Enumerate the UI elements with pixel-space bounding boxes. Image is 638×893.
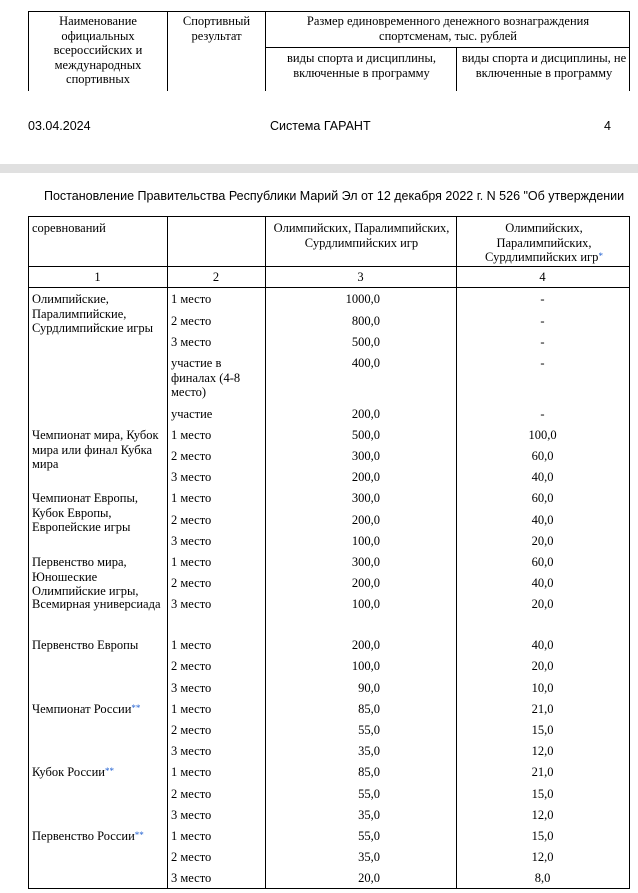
competition-name-text: Чемпионат Европы, Кубок Европы, Европейские игры	[32, 491, 138, 534]
award-included: 85,0	[358, 702, 380, 716]
sport-result: 2 место	[171, 513, 212, 527]
sport-result: 1 место	[171, 638, 212, 652]
award-not-included: 10,0	[531, 681, 554, 695]
award-included: 55,0	[358, 787, 380, 801]
header-border-c3	[456, 47, 457, 91]
award-included: 35,0	[358, 850, 380, 864]
table-border-c1	[167, 216, 168, 889]
competition-name	[32, 829, 162, 844]
competition-name-text: Олимпийские, Паралимпийские, Сурдлимпийские игры	[32, 292, 154, 335]
competition-name-text: Первенство России	[32, 829, 135, 843]
award-included: 500,0	[351, 428, 380, 442]
competition-name	[32, 555, 162, 599]
award-not-included: 12,0	[531, 744, 554, 758]
competition-name	[32, 428, 162, 472]
award-included: 55,0	[358, 829, 380, 843]
header-col1: Наименование официальных всероссийских и международных спортивных	[53, 14, 143, 86]
sport-result: 2 место	[171, 314, 212, 328]
sport-result: 1 место	[171, 702, 212, 716]
competition-name	[32, 491, 162, 535]
award-not-included: 40,0	[531, 576, 554, 590]
cont-header-col1: соревнований	[32, 221, 106, 235]
sport-result: 3 место	[171, 470, 212, 484]
competition-name	[32, 292, 162, 336]
competition-name-text: Первенство мира, Юношеские Олимпийские игры,	[32, 555, 139, 598]
award-included: 200,0	[351, 576, 380, 590]
award-not-included: -	[540, 314, 545, 328]
competition-name-text: Первенство Европы	[32, 638, 139, 652]
sport-result: 1 место	[171, 765, 212, 779]
award-included: 100,0	[351, 597, 380, 611]
sport-result: 3 место	[171, 597, 212, 611]
sport-result: 1 место	[171, 555, 212, 569]
table-border-left	[28, 216, 29, 889]
col-number-2: 2	[212, 270, 220, 284]
sport-result: 3 место	[171, 534, 212, 548]
header-border-left	[28, 11, 29, 91]
header-top-border	[28, 11, 630, 12]
sport-result: участие в финалах (4-8 место)	[171, 356, 241, 399]
competition-name-text: Всемирная универсиада	[32, 597, 161, 611]
award-included: 200,0	[351, 638, 380, 652]
sport-result: 3 место	[171, 871, 212, 885]
award-included: 35,0	[358, 808, 380, 822]
award-not-included: -	[540, 356, 545, 370]
competition-name	[32, 597, 162, 612]
col-number-4: 4	[539, 270, 546, 284]
award-included: 55,0	[358, 723, 380, 737]
award-not-included: 15,0	[531, 829, 554, 843]
award-not-included: 20,0	[531, 534, 554, 548]
sport-result: 1 место	[171, 829, 212, 843]
cont-header-col3: Олимпийских, Паралимпийских, Сурдлимпийских игр	[273, 221, 450, 250]
award-not-included: -	[540, 292, 545, 306]
header-col2: Спортивный результат	[182, 14, 251, 43]
footnote-link-double-star[interactable]: **	[131, 703, 141, 713]
award-included: 100,0	[351, 534, 380, 548]
award-included: 200,0	[351, 513, 380, 527]
cont-header-col4	[459, 221, 629, 265]
header-border-c2	[265, 11, 266, 91]
award-not-included: 21,0	[531, 765, 554, 779]
award-not-included: -	[540, 335, 545, 349]
award-not-included: 40,0	[531, 470, 554, 484]
doc-title-rule	[28, 216, 630, 217]
award-not-included: 40,0	[531, 513, 554, 527]
award-not-included: 60,0	[531, 555, 554, 569]
award-included: 90,0	[358, 681, 380, 695]
footer-page-number: 4	[604, 119, 611, 133]
award-not-included: 12,0	[531, 850, 554, 864]
sport-result: 1 место	[171, 428, 212, 442]
award-included: 300,0	[351, 491, 380, 505]
award-not-included: -	[540, 407, 545, 421]
sport-result: 3 место	[171, 808, 212, 822]
award-included: 400,0	[351, 356, 380, 370]
award-not-included: 60,0	[531, 491, 554, 505]
footnote-link-star[interactable]: *	[598, 251, 603, 261]
sport-result: участие	[171, 407, 213, 421]
col-number-3: 3	[357, 270, 364, 284]
table-border-right	[629, 216, 630, 889]
award-not-included: 21,0	[531, 702, 554, 716]
competition-name	[32, 702, 162, 717]
award-included: 800,0	[351, 314, 380, 328]
sport-result: 3 место	[171, 335, 212, 349]
award-not-included: 15,0	[531, 787, 554, 801]
award-not-included: 12,0	[531, 808, 554, 822]
sport-result: 1 место	[171, 292, 212, 306]
competition-name-text: Чемпионат мира, Кубок мира или финал Кубка мира	[32, 428, 159, 471]
sport-result: 3 место	[171, 681, 212, 695]
footnote-link-double-star[interactable]: **	[104, 766, 114, 776]
table-border-c2	[265, 216, 266, 889]
document-title: Постановление Правительства Республики Марий Эл от 12 декабря 2022 г. N 526 "Об утверждении	[44, 189, 625, 203]
competition-name-text: Кубок России	[32, 765, 105, 779]
cont-header-bottom	[28, 266, 630, 267]
header-col4: виды спорта и дисциплины, не включенные в программу	[461, 51, 627, 80]
sport-result: 3 место	[171, 744, 212, 758]
cont-header-col4-text: Олимпийских, Паралимпийских, Сурдлимпийских игр	[485, 221, 599, 264]
award-not-included: 15,0	[531, 723, 554, 737]
sport-result: 2 место	[171, 576, 212, 590]
header-border-c1	[167, 11, 168, 91]
award-not-included: 60,0	[531, 449, 554, 463]
award-included: 85,0	[358, 765, 380, 779]
award-not-included: 40,0	[531, 638, 554, 652]
sport-result: 2 место	[171, 787, 212, 801]
sport-result: 2 место	[171, 850, 212, 864]
col-number-1: 1	[94, 270, 101, 284]
award-included: 100,0	[351, 659, 380, 673]
header-mid-border	[265, 47, 630, 48]
award-not-included: 100,0	[528, 428, 557, 442]
award-included: 200,0	[351, 470, 380, 484]
sport-result: 2 место	[171, 449, 212, 463]
competition-name	[32, 638, 162, 653]
award-not-included: 20,0	[531, 597, 554, 611]
award-included: 35,0	[358, 744, 380, 758]
award-included: 500,0	[351, 335, 380, 349]
award-included: 20,0	[358, 871, 380, 885]
footer-system: Система ГАРАНТ	[270, 119, 371, 133]
header-border-right	[629, 11, 630, 91]
award-not-included: 8,0	[534, 871, 551, 885]
sport-result: 1 место	[171, 491, 212, 505]
competition-name-text: Чемпионат России	[32, 702, 132, 716]
award-included: 1000,0	[345, 292, 380, 306]
award-included: 200,0	[351, 407, 380, 421]
award-included: 300,0	[351, 555, 380, 569]
col-numbers-bottom	[28, 287, 630, 288]
footnote-link-double-star[interactable]: **	[134, 830, 144, 840]
sport-result: 2 место	[171, 659, 212, 673]
footer-date: 03.04.2024	[28, 119, 91, 133]
competition-name	[32, 765, 162, 780]
award-not-included: 20,0	[531, 659, 554, 673]
award-included: 300,0	[351, 449, 380, 463]
table-bottom-border	[28, 888, 630, 889]
header-col3: виды спорта и дисциплины, включенные в программу	[287, 51, 436, 80]
page-separator	[0, 164, 638, 173]
header-col34: Размер единовременного денежного вознаграждения спортсменам, тыс. рублей	[306, 14, 590, 43]
sport-result: 2 место	[171, 723, 212, 737]
